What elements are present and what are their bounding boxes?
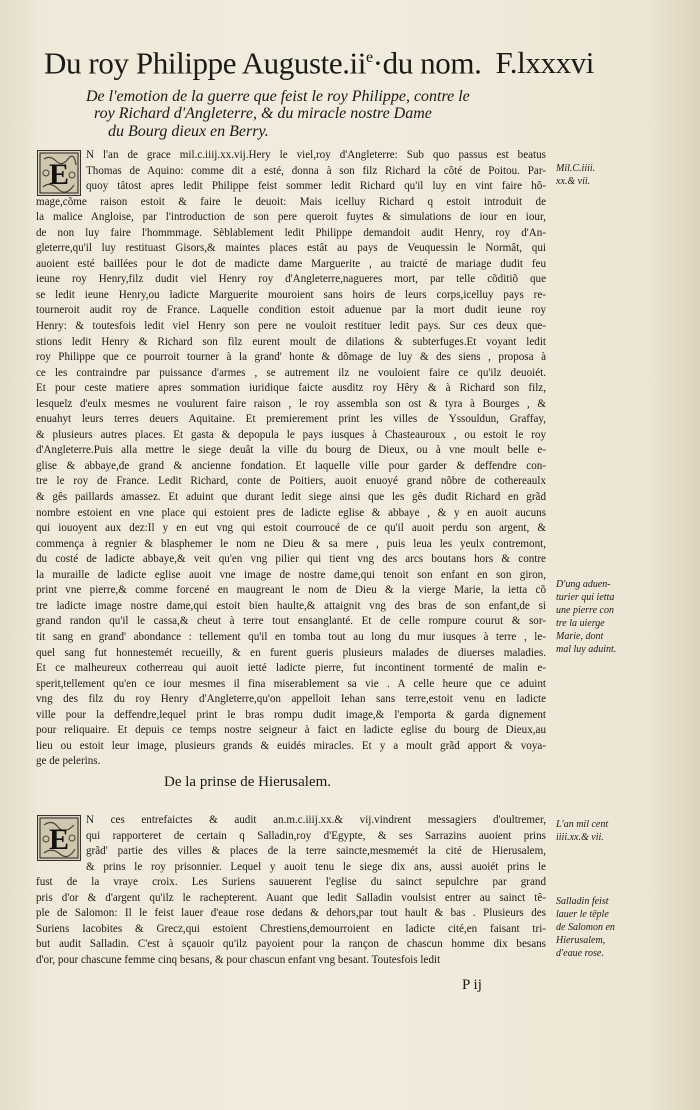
text-line: qui rapporteret de certain q Salladin,roy d'Egypte, & ses Sarrazins auoient prins xyxy=(86,829,546,842)
running-title-superscript: e xyxy=(366,49,373,66)
chapter-title-line: roy Richard d'Angleterre, & du miracle nostre Dame xyxy=(94,105,432,123)
text-line: lesquelz d'eulx mesmes ne voulurent faire raison , le roy assembla son ost & tyra à Bourges , & xyxy=(36,397,546,410)
text-line: but audit Salladin. C'est à sçauoir qu'ilz payoient pour la rançon de chascun homme dix besans xyxy=(36,938,546,951)
marginal-note-line: L'an mil cent xyxy=(556,819,609,830)
marginal-note-line: D'ung aduen- xyxy=(556,579,611,590)
text-line: quel sang fut honnestemét recueilly, & en furent gueris plusieurs malades de diuerses maladies. xyxy=(36,646,546,659)
running-title: Du roy Philippe Auguste.ii xyxy=(44,45,366,81)
marginal-note-line: une pierre con xyxy=(556,605,614,616)
svg-text:E: E xyxy=(48,158,70,191)
marginal-note-line: Hierusalem, xyxy=(556,935,606,946)
text-line: grand randon qu'il le cassa,& cheut à terre tout ensanglanté. Et de celle rompure courut & sor- xyxy=(36,615,546,628)
text-line: qui iouoyent aux dez:Il y en eut vng qui estoit courroucé de ce qu'il auoit perdu son argent, & xyxy=(36,522,546,535)
text-line: N l'an de grace mil.c.iiij.xx.vij.Hery le viel,roy d'Angleterre: Sub quo passus est beatus xyxy=(86,149,546,161)
text-line: gleterre,qu'il luy restituast Gisors,& maintes places estât au pays de Veuquessin le Normât, qui xyxy=(36,242,546,255)
marginal-note-line: lauer le tēple xyxy=(556,909,609,920)
text-line: la malice Angloise, par l'introduction de son pere queroit fuytes & simulations de iour en iour, xyxy=(36,211,546,224)
text-line: Thomas de Aquino: comme dit a esté, donna à son filz Richard la côté de Poitou. Par- xyxy=(86,164,546,177)
text-line: grãd' partie des villes & places de la terre saincte,mesmemét la cité de Hierusalem, xyxy=(86,845,546,858)
text-line: se ledit ieune Henry,ou ladicte Marguerite mouroient sans hoirs de leurs corps,icelluy pays re- xyxy=(36,288,546,301)
section-title: De la prinse de Hierusalem. xyxy=(164,774,332,790)
marginal-note-line: d'eaue rose. xyxy=(556,948,604,959)
text-line: & gês paillards amassez. Et aduint que durant ledit siege ainsi que les gês dudit Richard en grãd xyxy=(36,491,546,504)
text-line: Et ce malheureux cotherreau qui auoit ietté ladicte pierre, fut incontinent tormenté de malin e- xyxy=(36,662,546,675)
marginal-note-line: de Salomon en xyxy=(556,922,615,933)
signature-mark: P ij xyxy=(462,977,482,993)
text-line: roy Philippe que ce pourroit tourner à la grand' honte & dõmage de luy & des siens , proposa à xyxy=(36,351,546,364)
text-line: de non luy faire l'hommmage. Sèblablement ledit Philippe demandoit audit Henry, roy d'An- xyxy=(36,226,546,239)
text-line: Suriens Iacobites & Grecz,qui estoient Chrestiens,demourroient en ladicte cité,en faisant tri- xyxy=(36,922,546,935)
text-line: d'or, pour chascune femme cinq besans, & pour chascun enfant vng besant. Toutesfois ledit xyxy=(36,953,441,966)
marginal-note-line: tre la uierge xyxy=(556,618,605,629)
marginal-note-line: Mil.C.iiii. xyxy=(556,163,596,174)
text-line: & plusieurs autres places. Et gasta & depopula le pays iusques à Chasteauroux , ou estoit le roy xyxy=(36,428,546,441)
text-line: lieu ou estoit leur image, plusieurs grands & euidés miracles. Et y a moult grãd apport & voya- xyxy=(36,739,546,752)
text-line: ce les contraindre par puissance d'armes , se autrement ilz ne vouloient faire ce qu'ilz deuoiét. xyxy=(36,366,546,379)
text-line: Henry: & toutesfois ledit viel Henry son pere ne vouloit restituer ledit pays. Sur ces deux que- xyxy=(36,320,546,333)
text-line: ge de pelerins. xyxy=(36,755,101,768)
marginal-note xyxy=(556,895,668,960)
text-line: tit sang en grand' abondance : tellement qu'il en tomba tout au long du mur iusques à terre , le- xyxy=(36,630,546,643)
text-line: quoy tâtost apres ledit Philippe feist sommer ledit Richard qu'il luy en vint faire hô- xyxy=(86,180,546,193)
text-line: vng des filz du roy Henry d'Angleterre,qu'on appelloit Iehan sans terre,estoit venu en ladicte xyxy=(36,693,546,706)
text-line: auoient esté baillées pour le dot de madicte dame Marguerite , au traicté de mariage dudit feu xyxy=(36,257,546,270)
text-line: du costé de ladicte abbaye,& veit qu'en vng pilier qui tient vng des arcs boutans hors & contre xyxy=(36,553,546,566)
marginal-note-line: iiii.xx.& vii. xyxy=(556,832,604,843)
text-line: d'Angleterre.Puis alla mettre le siege deuât la ville du bourg de Dieux, ou à vne moult belle e- xyxy=(36,444,546,457)
text-line: stions ledit Henry & Richard son filz eurent moult de dilations & subterfuges.Et voyant ledit xyxy=(36,335,546,348)
text-line: N ces entrefaictes & audit an.m.c.iiij.xx.& vij.vindrent messagiers d'oultremer, xyxy=(86,814,546,826)
marginal-note-line: mal luy aduint. xyxy=(556,644,617,655)
text-line: ieune roy Henry,filz dudit viel Henry roy d'Angleterre,nagueres mort, par telle cõditiõ que xyxy=(36,273,546,286)
text-line: print vne pierre,& comme forcené en maugreant le nom de Dieu & la vierge Marie, la ietta cõ xyxy=(36,584,546,597)
svg-text:E: E xyxy=(48,823,70,856)
text-line: glise & abbaye,de grand & ancienne fondation. Et laquelle ville pour garder & deffendre con- xyxy=(36,459,546,472)
chapter-title-line: du Bourg dieux en Berry. xyxy=(108,122,269,140)
text-line: fust de la vraye croix. Les Suriens sauuerent l'eglise du sainct sepulchre par grand xyxy=(36,876,546,889)
marginal-note-line: xx.& vii. xyxy=(556,176,591,187)
text-line: tre le roy de France. Ledit Richard, conte de Poitiers, auoit enuoyé grand nõbre de cothereaulx xyxy=(36,475,546,488)
chapter-title-line: De l'emotion de la guerre que feist le roy Philippe, contre le xyxy=(86,88,470,105)
folio-number: F.lxxxvi xyxy=(495,45,594,81)
marginal-note xyxy=(556,818,668,844)
text-line: tourneroit audit roy de France. Laquelle condition estoit aduenue par la mort dudit ieune roy xyxy=(36,304,546,317)
text-line: nombre estoient en vne place qui estoient pres de ladicte eglise & abbaye , & y en auoit aucuns xyxy=(36,506,546,519)
text-line: la muraille de ladicte eglise auoit vne image de nostre dame,qui tenoit son enfant en son giron, xyxy=(36,568,546,581)
text-line: commença à regnier & blasphemer le nom ne Dieu & sa mere , puis leua les yeulx contremont, xyxy=(36,537,546,550)
marginal-note-line: turier qui ietta xyxy=(556,592,615,603)
marginal-note xyxy=(556,162,668,188)
text-line: enuahyt leurs terres deuers Aquitaine. Et premierement print les villes de Yssouldun, Graffay, xyxy=(36,413,546,426)
text-line: ville pour la deffendre,lequel print le bras rompu dudit image,& l'emporta & garda dignement xyxy=(36,708,546,721)
text-line: sperit,tellement qu'en ce iour mesmes il fina miserablement sa vie . A celle heure que ce aduint xyxy=(36,677,546,690)
text-line: & prins le roy prisonnier. Lequel y auoit tenu le siege dix ans, aussi auoiét prins le xyxy=(86,860,546,873)
text-line: tre ladicte image nostre dame,qui estoit bien haulte,& attaignit vng des bras de son enfant,de si xyxy=(36,599,546,612)
text-line: mage,cõme raison estoit & faire le deuoit: Mais icelluy Richard q estoit introduit de xyxy=(36,195,546,208)
text-line: pris d'or & d'argent qu'ilz le rachepterent. Auant que ledit Salladin voulsist entrer au sainct tê- xyxy=(36,891,546,904)
text-line: ple de Salomon: Il le feist lauer d'eaue rose dedans & dehors,par tout hault & bas . Plusieurs des xyxy=(36,907,546,920)
text-line: Et pour ceste matiere apres sommation iuridique faicte ausditz roy Hêry & à Richard son filz, xyxy=(36,382,546,395)
section-body xyxy=(36,813,546,968)
marginal-note-line: Salladin feist xyxy=(556,896,609,907)
running-title-end: ·du nom. xyxy=(372,45,482,81)
chapter-body xyxy=(36,148,546,770)
marginal-note xyxy=(556,578,668,656)
chapter-title xyxy=(86,88,556,140)
text-line: pour reliquaire. Et depuis ce temps nostre seigneur à faict en ladicte eglise du bourg de Dieux,au xyxy=(36,724,546,737)
running-head xyxy=(44,38,656,83)
marginal-note-line: Marie, dont xyxy=(556,631,604,642)
